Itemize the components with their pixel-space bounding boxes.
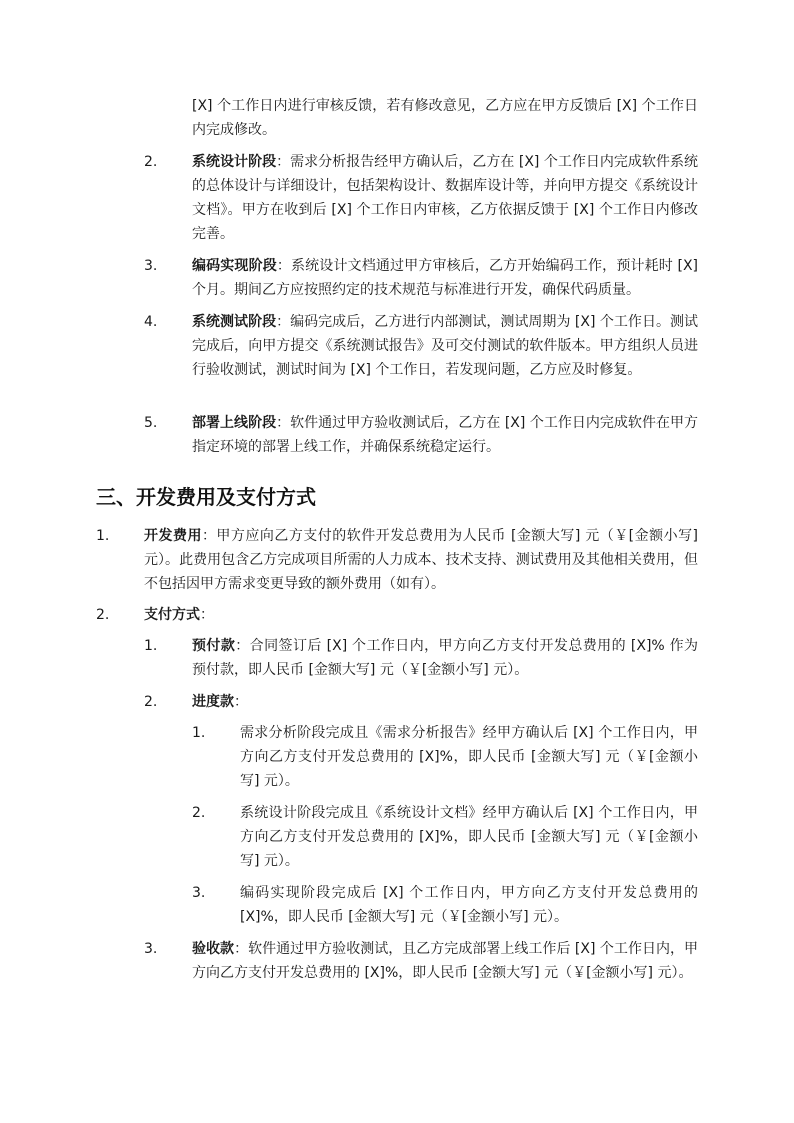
item-title: 编码实现阶段 xyxy=(192,258,277,274)
list-item-testing xyxy=(192,310,698,382)
continued-paragraph: [X] 个工作日内进行审核反馈，若有修改意见，乙方应在甲方反馈后 [X] 个工作日内完成修改。 xyxy=(192,98,698,138)
item-body: ：编码完成后，乙方进行内部测试，测试周期为 [X] 个工作日。测试完成后，向甲方提交《系统测试报告》及可交付测试的软件版本。甲方组织人员进行验收测试，测试时间为 [X] 个工作日，若发现问题，乙方应及时修复。 xyxy=(192,314,699,378)
item-title: 预付款 xyxy=(192,638,236,654)
item-title: 系统设计阶段 xyxy=(192,154,277,170)
list-item-deployment xyxy=(192,411,698,459)
list-number: 2. xyxy=(144,154,158,170)
list-item-progress-payment xyxy=(192,690,698,714)
list-item-coding xyxy=(192,254,698,302)
list-item-progress-1: 需求分析阶段完成且《需求分析报告》经甲方确认后 [X] 个工作日内，甲方向乙方支付开发总费用的 [X]%，即人民币 [金额大写] 元（￥[金额小写] 元）。 xyxy=(240,725,698,789)
list-number: 1. xyxy=(144,638,158,654)
list-item-acceptance-payment xyxy=(192,937,698,985)
item-body: ： xyxy=(234,694,248,710)
item-title: 验收款 xyxy=(192,941,235,957)
list-number: 1. xyxy=(96,528,110,544)
list-number: 2. xyxy=(96,607,110,623)
list-number: 3. xyxy=(144,941,158,957)
list-number: 3. xyxy=(192,885,206,901)
list-item-prepayment xyxy=(192,634,698,682)
item-title: 系统测试阶段 xyxy=(192,314,277,330)
list-item-system-design xyxy=(192,150,698,246)
item-body: ：软件通过甲方验收测试，且乙方完成部署上线工作后 [X] 个工作日内，甲方向乙方支付开发总费用的 [X]%，即人民币 [金额大写] 元（￥[金额小写] 元）。 xyxy=(192,941,699,981)
list-item-fee xyxy=(144,524,698,596)
list-number: 3. xyxy=(144,258,158,274)
item-body: ：甲方应向乙方支付的软件开发总费用为人民币 [金额大写] 元（￥[金额小写] 元）。此费用包含乙方完成项目所需的人力成本、技术支持、测试费用及其他相关费用，但不包括因甲方需求变更导致的额外费用（如有）。 xyxy=(144,528,699,592)
item-title: 进度款 xyxy=(192,694,234,710)
list-number: 5. xyxy=(144,415,158,431)
item-body: ：软件通过甲方验收测试后，乙方在 [X] 个工作日内完成软件在甲方指定环境的部署上线工作，并确保系统稳定运行。 xyxy=(192,415,699,455)
item-title: 开发费用 xyxy=(144,528,202,544)
item-body: ： xyxy=(200,607,214,623)
item-body: ：系统设计文档通过甲方审核后，乙方开始编码工作，预计耗时 [X] 个月。期间乙方应按照约定的技术规范与标准进行开发，确保代码质量。 xyxy=(192,258,699,298)
list-item-progress-2: 系统设计阶段完成且《系统设计文档》经甲方确认后 [X] 个工作日内，甲方向乙方支付开发总费用的 [X]%，即人民币 [金额大写] 元（￥[金额小写] 元）。 xyxy=(240,805,698,869)
list-number: 4. xyxy=(144,314,158,330)
section-heading: 三、开发费用及支付方式 xyxy=(96,485,316,509)
list-item-payment xyxy=(144,603,698,627)
list-number: 2. xyxy=(144,694,158,710)
list-number: 1. xyxy=(192,725,206,741)
item-body: ：合同签订后 [X] 个工作日内，甲方向乙方支付开发总费用的 [X]% 作为预付款，即人民币 [金额大写] 元（￥[金额小写] 元）。 xyxy=(192,638,698,678)
list-number: 2. xyxy=(192,805,206,821)
item-title: 支付方式 xyxy=(144,607,200,623)
item-body: ：需求分析报告经甲方确认后，乙方在 [X] 个工作日内完成软件系统的总体设计与详细设计，包括架构设计、数据库设计等，并向甲方提交《系统设计文档》。甲方在收到后 [X] 个工作日内审核，乙方依据反馈于 [X] 个工作日内修改完善。 xyxy=(192,154,699,242)
item-title: 部署上线阶段 xyxy=(192,415,277,431)
list-item-progress-3: 编码实现阶段完成后 [X] 个工作日内，甲方向乙方支付开发总费用的 [X]%，即人民币 [金额大写] 元（￥[金额小写] 元）。 xyxy=(240,885,698,925)
